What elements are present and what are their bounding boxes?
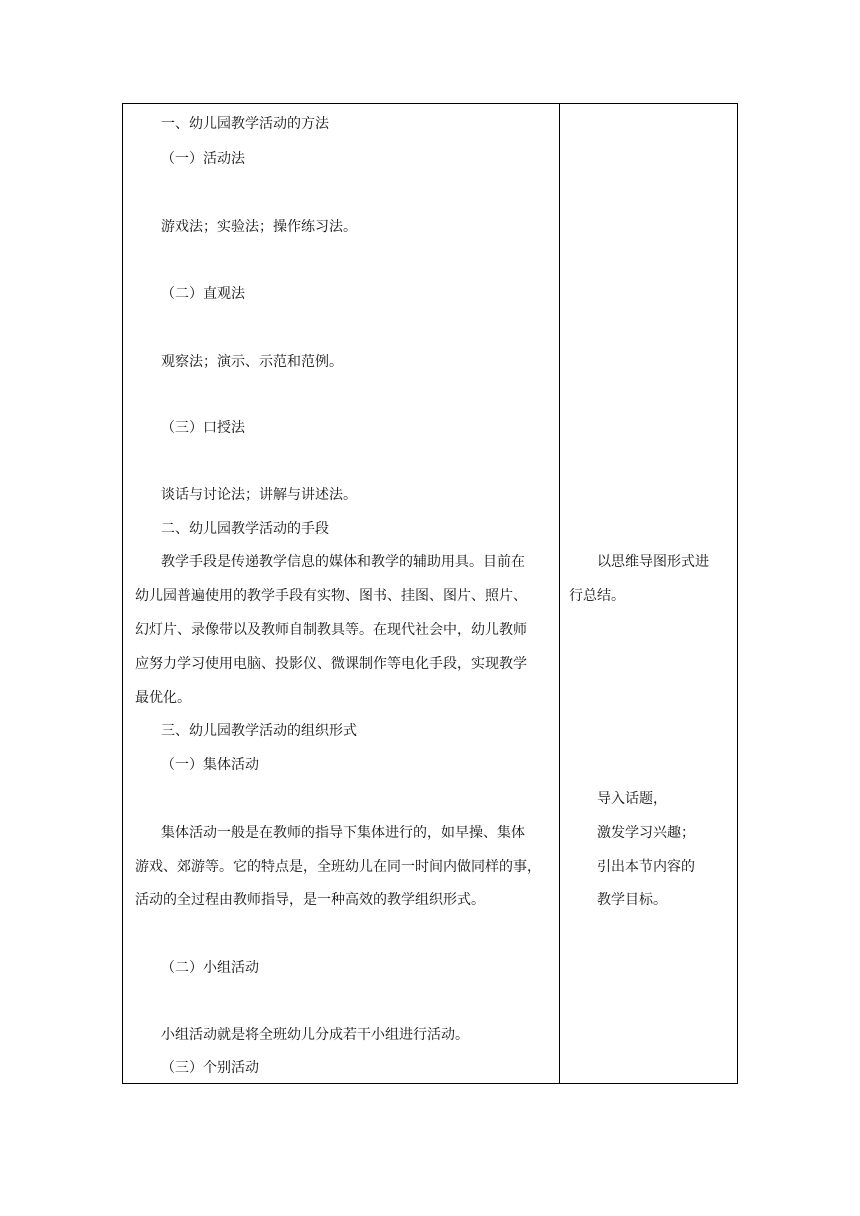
paragraph-oral-methods: 谈话与讨论法；讲解与讲述法。 <box>161 487 357 503</box>
paragraph-means-line-3: 幻灯片、录像带以及教师自制教具等。在现代社会中，幼儿教师 <box>135 622 527 638</box>
paragraph-group-line-3: 活动的全过程由教师指导，是一种高效的教学组织形式。 <box>135 892 485 908</box>
paragraph-group-line-2: 游戏、郊游等。它的特点是，全班幼儿在同一时间内做同样的事， <box>135 859 541 875</box>
paragraph-group-line-1: 集体活动一般是在教师的指导下集体进行的，如早操、集体 <box>161 825 525 841</box>
paragraph-means-line-1: 教学手段是传递教学信息的媒体和教学的辅助用具。目前在 <box>161 554 525 570</box>
intro-note-line-1: 导入话题， <box>597 791 667 807</box>
paragraph-visual-methods: 观察法；演示、示范和范例。 <box>161 354 343 370</box>
paragraph-small-group: 小组活动就是将全班幼儿分成若干小组进行活动。 <box>161 1027 469 1043</box>
summary-note-line-1: 以思维导图形式进 <box>597 554 709 570</box>
paragraph-means-line-5: 最优化。 <box>135 690 191 706</box>
subheading-activity-method: （一）活动法 <box>161 151 245 167</box>
subheading-small-group: （二）小组活动 <box>161 960 259 976</box>
column-divider <box>559 104 560 1083</box>
paragraph-means-line-4: 应努力学习使用电脑、投影仪、微课制作等电化手段，实现教学 <box>135 656 527 672</box>
intro-note-line-4: 教学目标。 <box>597 892 667 908</box>
heading-methods: 一、幼儿园教学活动的方法 <box>161 116 329 132</box>
heading-means: 二、幼儿园教学活动的手段 <box>161 521 329 537</box>
heading-organization: 三、幼儿园教学活动的组织形式 <box>161 723 357 739</box>
subheading-group-activity: （一）集体活动 <box>161 757 259 773</box>
paragraph-means-line-2: 幼儿园普遍使用的教学手段有实物、图书、挂图、图片、照片、 <box>135 588 527 604</box>
lesson-plan-table <box>122 103 738 1084</box>
intro-note-line-2: 激发学习兴趣； <box>597 825 695 841</box>
intro-note-line-3: 引出本节内容的 <box>597 859 695 875</box>
subheading-oral-method: （三）口授法 <box>161 420 245 436</box>
paragraph-activity-methods: 游戏法；实验法；操作练习法。 <box>161 219 357 235</box>
subheading-individual: （三）个别活动 <box>161 1060 259 1076</box>
summary-note-line-2: 行总结。 <box>569 588 625 604</box>
subheading-visual-method: （二）直观法 <box>161 286 245 302</box>
